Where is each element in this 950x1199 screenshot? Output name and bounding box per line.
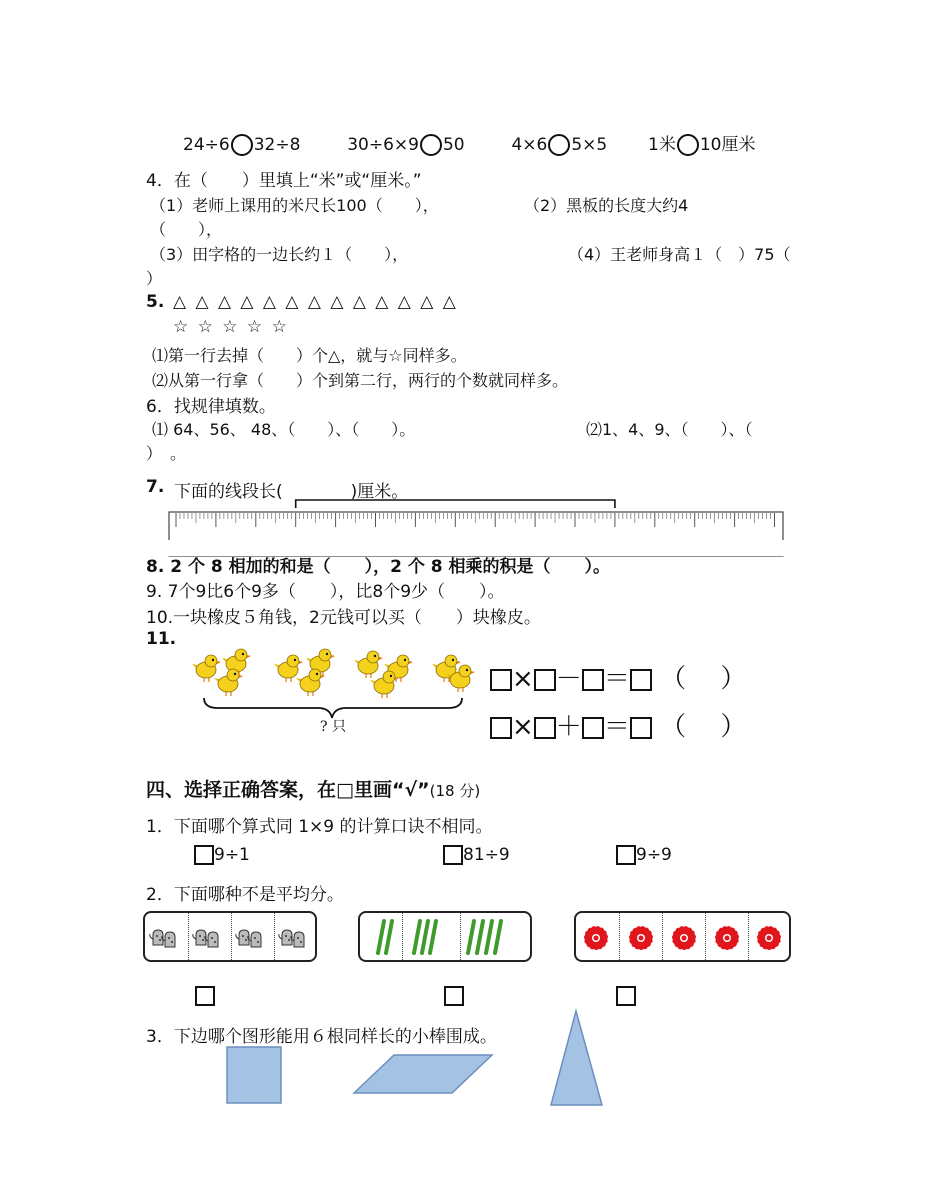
c1-option-2-label: 81÷9 <box>463 845 510 865</box>
c1-option-3-label: 9÷9 <box>636 845 672 865</box>
flowers-icon <box>576 913 789 960</box>
chick-group-4 <box>432 655 475 692</box>
c1-checkbox-3[interactable] <box>616 845 636 865</box>
q5-b: ⑵从第一行拿（ ）个到第二行，两行的个数就同样多。 <box>152 371 569 390</box>
ruler-segment <box>296 500 615 508</box>
q4-d2: ） <box>146 269 163 288</box>
c2-figure-3 <box>574 911 791 962</box>
compare-1-right: 32÷8 <box>253 135 301 155</box>
q6-b2: ） 。 <box>146 444 187 463</box>
chick-group-3 <box>354 651 413 698</box>
chick-group-1 <box>192 649 251 696</box>
mittens-icon <box>145 913 315 960</box>
q6-a: ⑴ 64、56、 48、（ ）、（ ）。 <box>152 420 416 439</box>
eq1-op-3: ＝ <box>603 664 630 694</box>
compare-4-right: 10厘米 <box>699 135 756 155</box>
eq2-box-4[interactable] <box>630 717 652 739</box>
eq2-box-2[interactable] <box>534 717 556 739</box>
brace <box>204 698 462 718</box>
compare-1-left: 24÷6 <box>183 135 230 155</box>
eq2-op-1: × <box>512 712 534 742</box>
q7-text: 下面的线段长( )厘米。 <box>174 482 409 502</box>
q4-title: 4．在（ ）里填上“米”或“厘米。” <box>146 171 422 191</box>
c3-shapes <box>220 1005 620 1115</box>
section4-heading <box>146 775 480 802</box>
q6-title: 6．找规律填数。 <box>146 397 276 417</box>
q4-a: （1）老师上课用的米尺长100（ ）， <box>150 196 439 215</box>
triangle-shape[interactable] <box>551 1011 602 1105</box>
q11-num: 11. <box>146 629 177 649</box>
c2-checkbox-3[interactable] <box>616 985 636 1006</box>
compare-3-left: 4×6 <box>511 135 548 155</box>
parallelogram-shape[interactable] <box>354 1055 492 1093</box>
c2-checkbox-2[interactable] <box>444 985 464 1006</box>
eq1-box-2[interactable] <box>534 669 556 691</box>
c2-title: 2．下面哪种不是平均分。 <box>146 885 344 905</box>
compare-4-circle[interactable] <box>677 134 699 156</box>
eq2-op-2: ＋ <box>555 712 582 742</box>
equation-row-2 <box>490 706 746 743</box>
eq2-op-3: ＝ <box>603 712 630 742</box>
c2-checkbox-1[interactable] <box>195 985 215 1006</box>
eq1-op-1: × <box>512 664 534 694</box>
eq1-box-3[interactable] <box>582 669 604 691</box>
c1-title: 1．下面哪个算式同 1×9 的计算口诀不相同。 <box>146 817 493 837</box>
section4-score: (18 分) <box>429 782 481 800</box>
square-shape[interactable] <box>227 1047 281 1103</box>
c2-figure-1 <box>143 911 317 962</box>
compare-1-circle[interactable] <box>231 134 253 156</box>
c1-checkbox-2[interactable] <box>443 845 463 865</box>
eq2-paren[interactable]: （ ） <box>660 712 747 742</box>
eq1-op-2: － <box>555 664 582 694</box>
q4-b: （2）黑板的长度大约4 <box>524 196 689 215</box>
q4-c: （3）田字格的一边长约１（ ）， <box>150 245 409 264</box>
sticks-icon <box>360 913 530 960</box>
ruler-overlap <box>160 540 790 556</box>
c2-figure-2 <box>358 911 532 962</box>
q8-text: 8. 2 个 8 相加的和是（ ），2 个 8 相乘的积是（ ）。 <box>146 557 611 577</box>
q4-d: （4）王老师身高１（ ）75（ <box>568 245 791 264</box>
q10-text: 10.一块橡皮５角钱，2元钱可以买（ ）块橡皮。 <box>146 608 541 628</box>
brace-label: ? 只 <box>320 719 346 735</box>
q5-a: ⑴第一行去掉（ ）个△，就与☆同样多。 <box>152 346 467 365</box>
compare-2-circle[interactable] <box>420 134 442 156</box>
section4-title: 四、选择正确答案，在□里画“√” <box>146 779 430 801</box>
c1-option-1-label: 9÷1 <box>214 845 250 865</box>
q9-text: 9. 7个9比6个9多（ ），比8个9少（ ）。 <box>146 582 505 602</box>
equation-row-1 <box>490 658 746 695</box>
c3-title: 3．下边哪个图形能用６根同样长的小棒围成。 <box>146 1027 497 1047</box>
eq2-box-1[interactable] <box>490 717 512 739</box>
compare-3-circle[interactable] <box>548 134 570 156</box>
eq2-box-3[interactable] <box>582 717 604 739</box>
c1-option-1 <box>194 845 250 865</box>
q7-num: 7. <box>146 477 165 497</box>
q5-triangles: △ △ △ △ △ △ △ △ △ △ △ △ △ <box>173 292 458 312</box>
q6-b: ⑵1、4、9、（ ）、（ <box>586 420 753 439</box>
eq1-box-4[interactable] <box>630 669 652 691</box>
chick-group-2 <box>274 649 335 696</box>
q5-stars: ☆ ☆ ☆ ☆ ☆ <box>173 317 289 337</box>
compare-2-right: 50 <box>442 135 465 155</box>
measured-segment <box>296 500 615 508</box>
compare-row <box>183 130 756 156</box>
eq1-box-1[interactable] <box>490 669 512 691</box>
compare-2-left: 30÷6×9 <box>347 135 419 155</box>
compare-3-right: 5×5 <box>571 135 608 155</box>
q4-b2: （ ）， <box>150 220 223 239</box>
c1-option-2 <box>443 845 510 865</box>
eq1-paren[interactable]: （ ） <box>660 664 747 694</box>
c1-checkbox-1[interactable] <box>194 845 214 865</box>
q5-num: 5. <box>146 292 165 312</box>
c1-option-3 <box>616 845 672 865</box>
compare-4-left: 1米 <box>648 135 676 155</box>
